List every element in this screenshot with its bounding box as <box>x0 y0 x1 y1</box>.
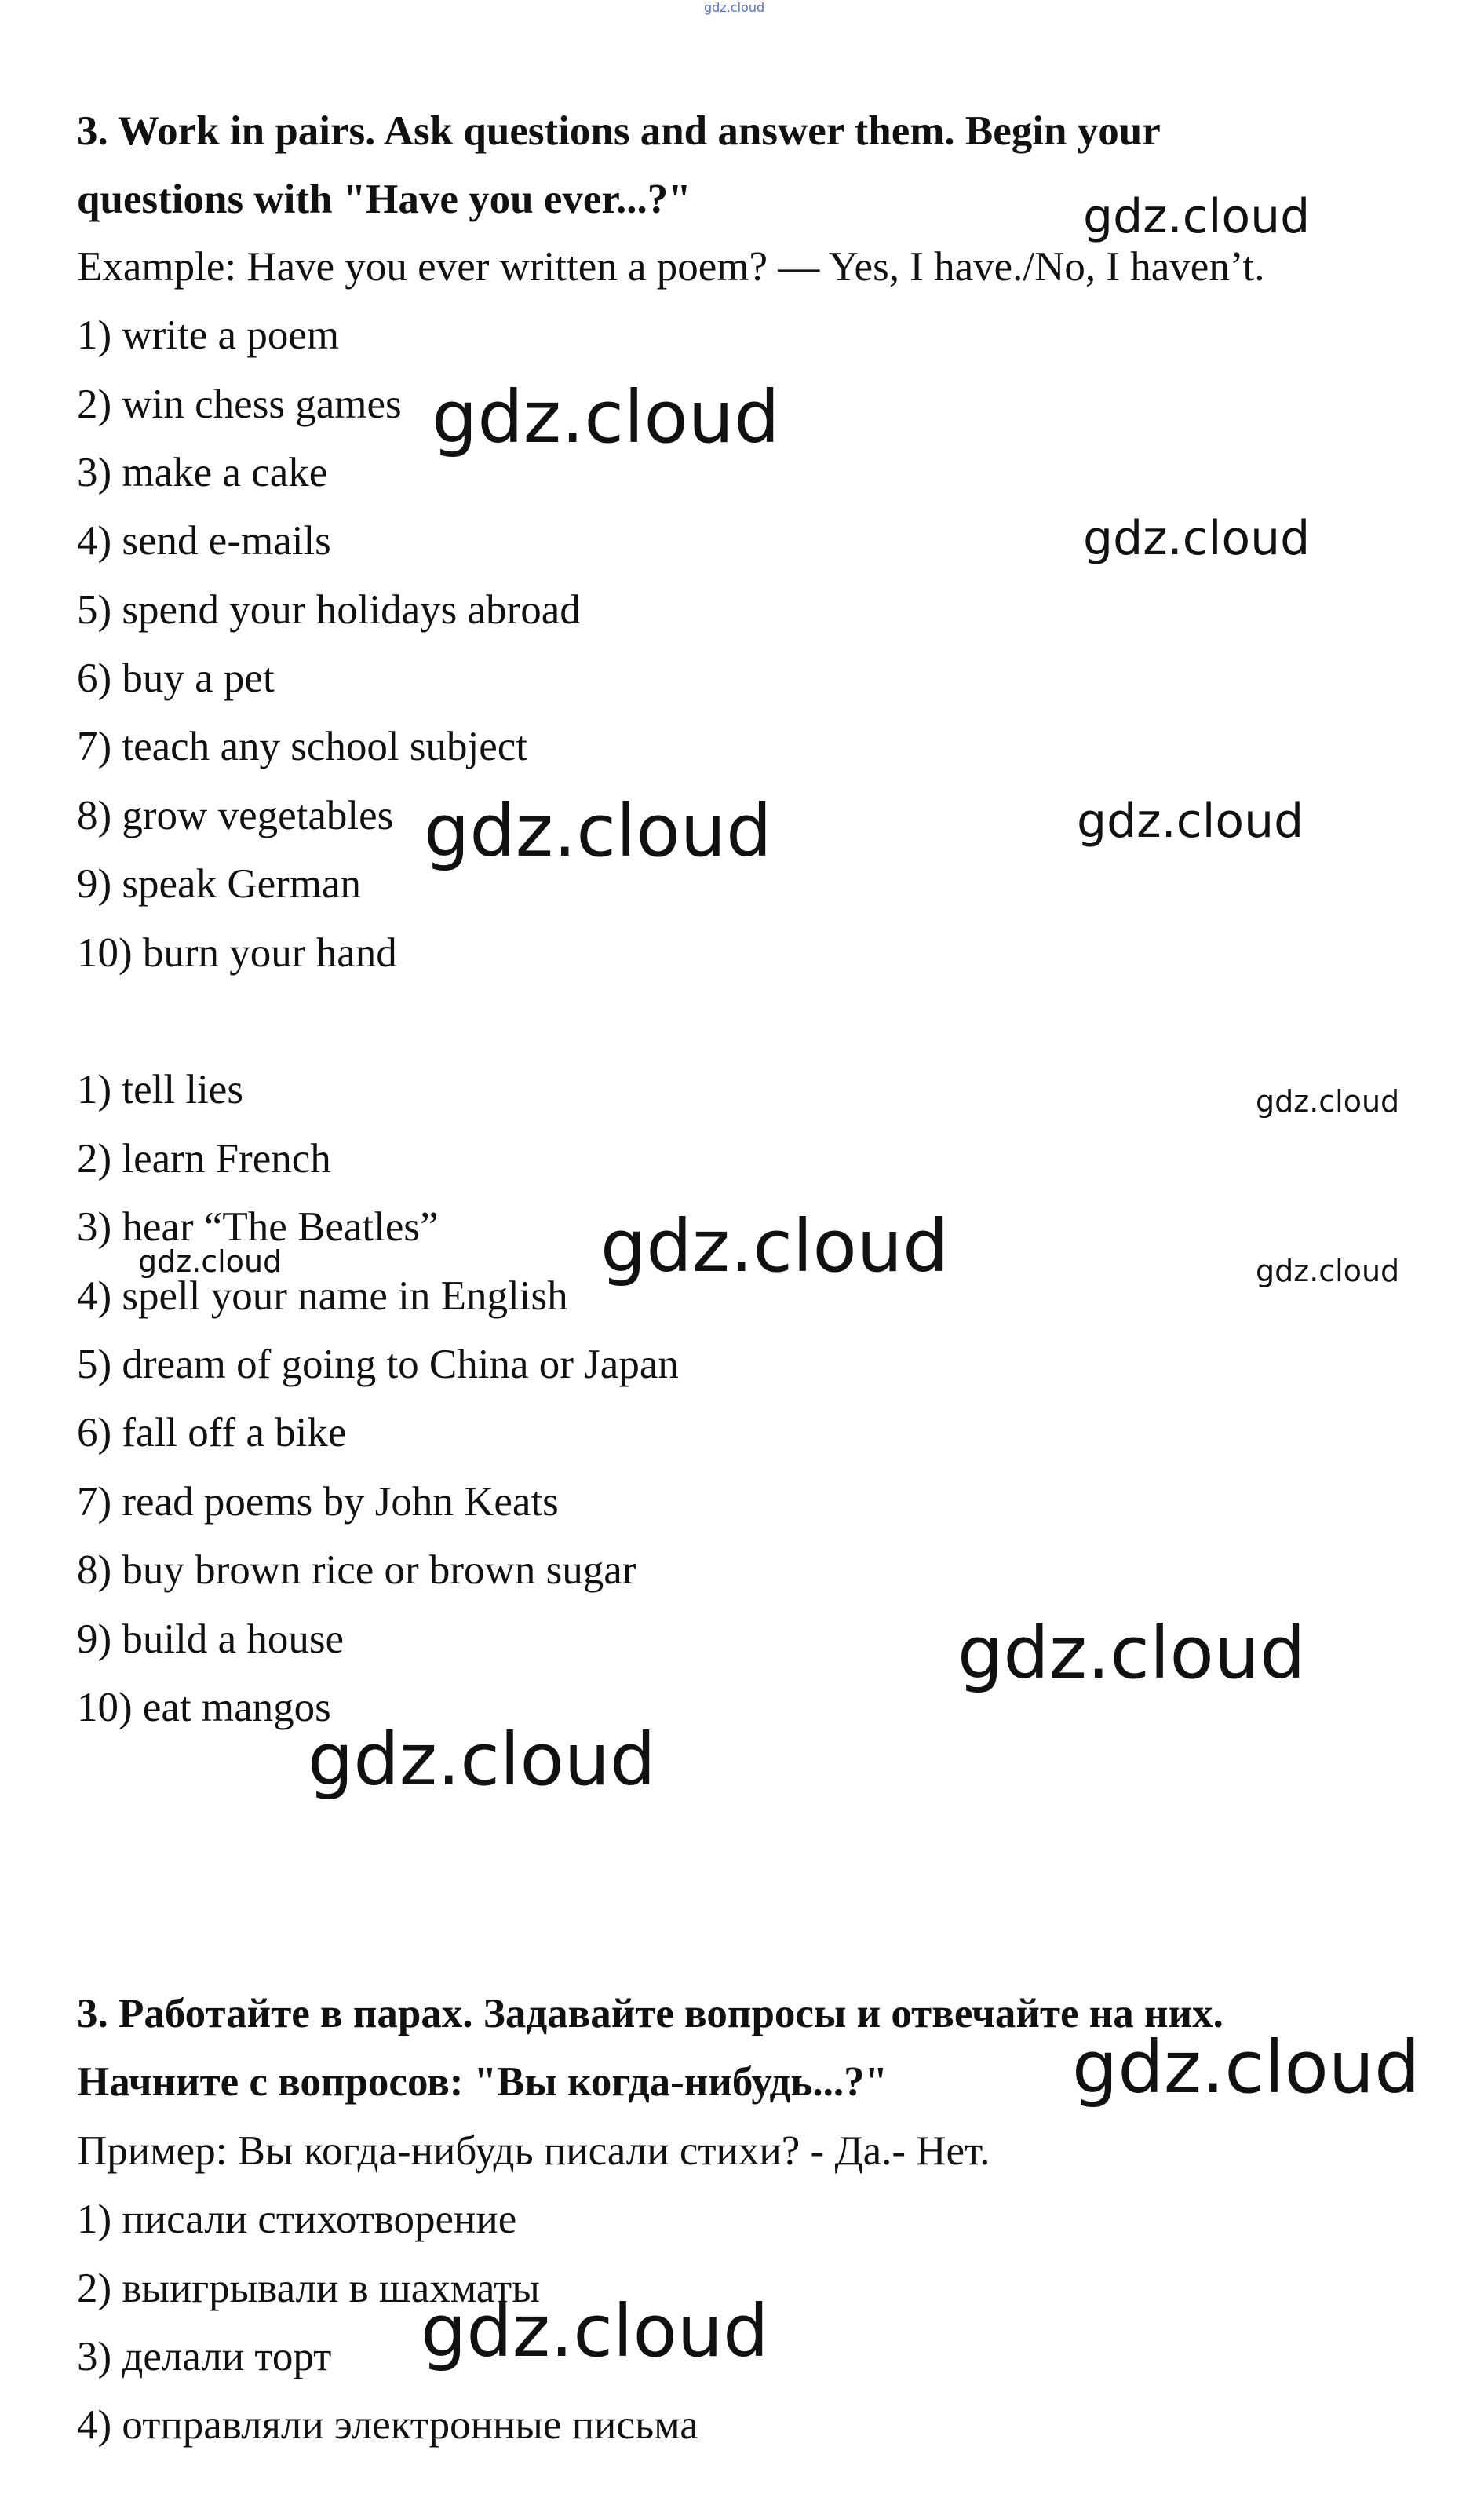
list-item: 10) eat mangos <box>77 1685 331 1730</box>
list-item: 2) learn French <box>77 1136 331 1181</box>
watermark: gdz.cloud <box>308 1718 656 1802</box>
list-item: 4) spell your name in English <box>77 1273 568 1319</box>
list-item: 8) buy brown rice or brown sugar <box>77 1547 636 1593</box>
list-item: 6) fall off a bike <box>77 1410 347 1455</box>
list-item: 3) hear “The Beatles” <box>77 1204 439 1250</box>
watermark: gdz.cloud <box>1077 794 1304 849</box>
watermark: gdz.cloud <box>957 1611 1306 1695</box>
list-item: 7) read poems by John Keats <box>77 1479 559 1525</box>
list-item: 1) write a poem <box>77 312 340 358</box>
watermark: gdz.cloud <box>421 2289 769 2373</box>
watermark: gdz.cloud <box>424 789 772 873</box>
watermark: gdz.cloud <box>1072 2025 1420 2109</box>
watermark: gdz.cloud <box>1083 511 1311 566</box>
list-item: 5) dream of going to China or Japan <box>77 1342 679 1387</box>
list-item: 4) send e-mails <box>77 518 331 564</box>
list-item: 9) build a house <box>77 1616 345 1662</box>
watermark: gdz.cloud <box>1256 1254 1400 1288</box>
list-item: 1) писали стихотворение <box>77 2197 517 2242</box>
list-item: 3) делали торт <box>77 2334 332 2379</box>
watermark: gdz.cloud <box>1256 1084 1400 1119</box>
top-watermark: gdz.cloud <box>704 0 765 15</box>
list-item: 4) отправляли электронные письма <box>77 2402 698 2448</box>
list-item: 2) win chess games <box>77 382 402 427</box>
list-item: 5) spend your holidays abroad <box>77 587 581 633</box>
list-item: 3) make a cake <box>77 450 328 495</box>
list-item: 6) buy a pet <box>77 656 275 701</box>
list-item: 1) tell lies <box>77 1067 243 1112</box>
watermark: gdz.cloud <box>600 1204 949 1288</box>
english-heading-line1: 3. Work in pairs. Ask questions and answer them. Begin your <box>77 108 1161 154</box>
list-item: 8) grow vegetables <box>77 793 394 838</box>
list-item: 2) выигрывали в шахматы <box>77 2266 540 2311</box>
english-heading-line2: questions with "Have you ever...?" <box>77 177 691 222</box>
russian-heading-line2: Начните с вопросов: "Вы когда-нибудь...?" <box>77 2059 888 2105</box>
watermark: gdz.cloud <box>1083 189 1311 244</box>
watermark: gdz.cloud <box>138 1244 283 1279</box>
russian-example: Пример: Вы когда-нибудь писали стихи? - Да.- Нет. <box>77 2128 990 2174</box>
list-item: 10) burn your hand <box>77 930 397 976</box>
list-item: 9) speak German <box>77 861 362 907</box>
russian-heading-line1: 3. Работайте в парах. Задавайте вопросы и отвечайте на них. <box>77 1991 1223 2036</box>
watermark: gdz.cloud <box>432 375 780 459</box>
english-example: Example: Have you ever written a poem? — Yes, I have./No, I haven’t. <box>77 244 1265 290</box>
list-item: 7) teach any school subject <box>77 724 527 769</box>
